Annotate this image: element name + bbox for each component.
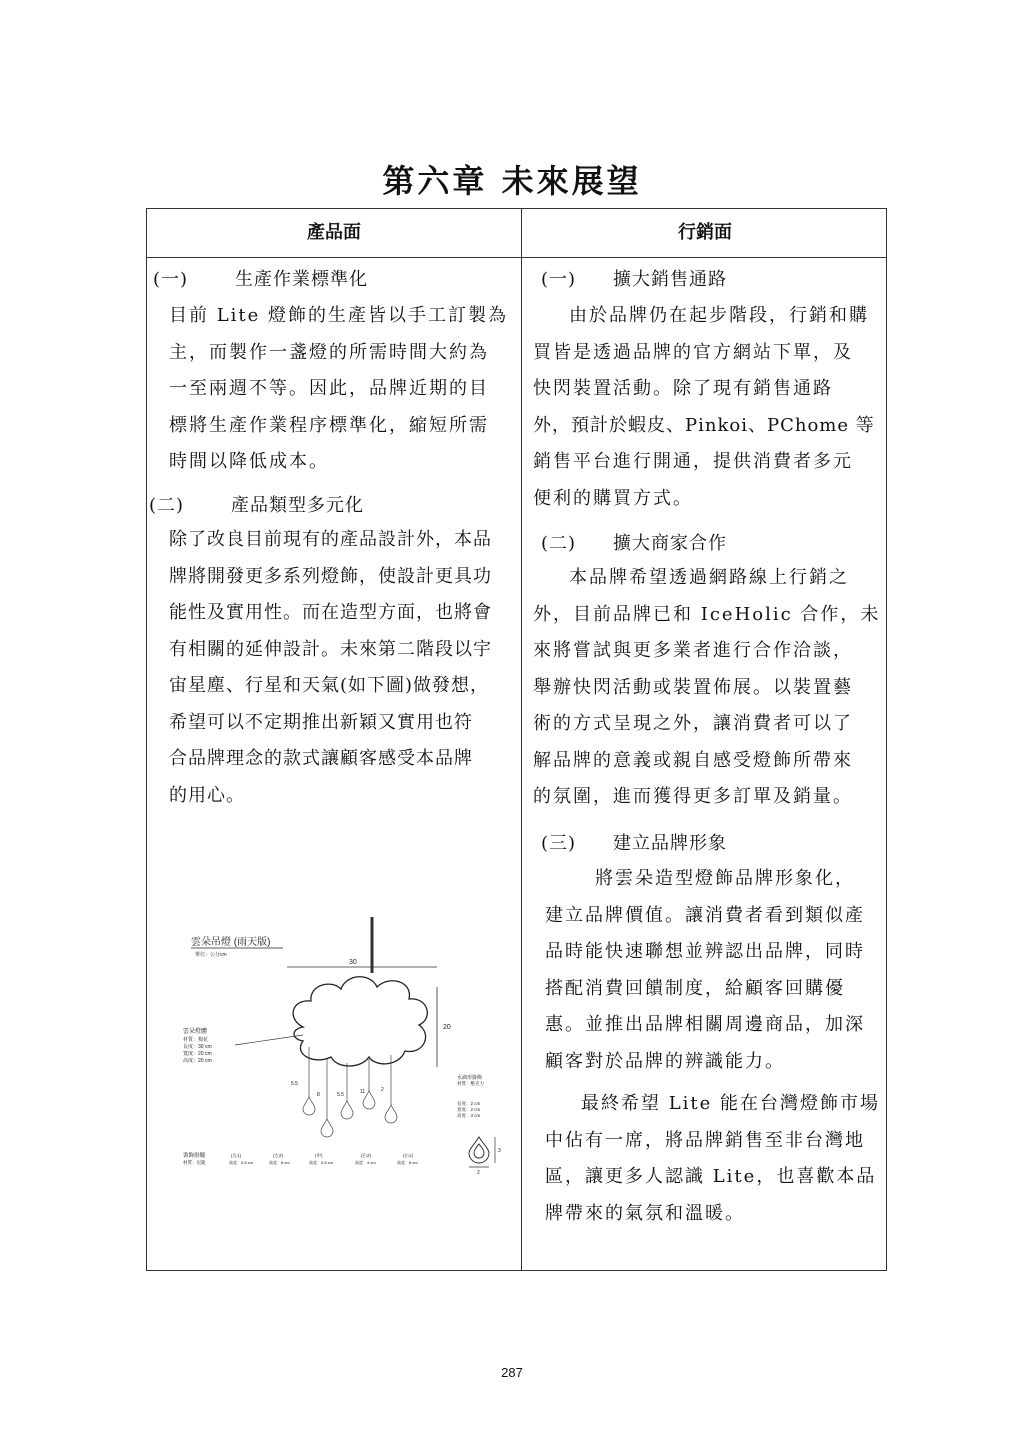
text-line: 目前 Lite 燈飾的生產皆以手工訂製為 [169,305,509,326]
hang-item-length: 高度：8 cm [397,1160,418,1165]
width-dimension: 30 [349,959,357,966]
section-title: 擴大商家合作 [613,533,727,554]
text-line: 來將嘗試與更多業者進行合作洽談， [533,640,853,661]
text-line: 除了改良目前現有的產品設計外，本品 [169,529,492,550]
text-line: 區，讓更多人認識 Lite，也喜歡本品 [545,1166,877,1187]
section-title: 產品類型多元化 [231,495,364,516]
text-line: 外，預計於蝦皮、Pinkoi、PChome 等 [533,414,875,436]
text-line: 主，而製作一盞燈的所需時間大約為 [169,341,489,363]
drop-label-line: 寬度：2 cm [457,1107,481,1112]
text-line: 銷售平台進行開通，提供消費者多元 [533,451,853,472]
hang-item-length: 高度：5.5 cm [229,1160,254,1165]
hang-item-name: (右1) [403,1153,413,1158]
hang-item-name: (左2) [273,1153,283,1158]
text-line: 標將生產作業程序標準化，縮短所需 [169,414,489,436]
marketing-section-1-text [533,298,878,517]
text-line: 本品牌希望透過網路線上行銷之 [569,567,849,588]
section-title: 擴大銷售通路 [613,269,727,290]
section-title: 建立品牌形象 [613,833,727,854]
cloud-lamp-diagram [175,917,510,1187]
text-line: 的用心。 [169,784,245,806]
text-line: 舉辦快閃活動或裝置佈展。以裝置藝 [533,676,853,698]
text-line: 搭配消費回饋制度，給顧客回購優 [545,977,845,999]
section-number: (二) [541,533,577,554]
body-label-line: 高度：20 cm [183,1058,212,1064]
raindrop-ornament [341,1101,353,1119]
text-line: 便利的購買方式。 [533,487,693,509]
text-line: 建立品牌價值。讓消費者看到類似產 [545,904,865,926]
drop-height: 3 [498,1148,501,1154]
body-label-line: 長度：30 cm [183,1044,212,1050]
marketing-section-1-heading [541,265,727,291]
drop-width: 2 [477,1170,480,1176]
text-line: 中佔有一席，將品牌銷售至非台灣地 [545,1129,865,1151]
marketing-section-2-heading [541,529,727,555]
text-line: 顧客對於品牌的辨識能力。 [545,1050,785,1072]
hang-label-title: 裝飾掛繩 [183,1153,206,1159]
product-section-1-heading [153,265,368,291]
section-number: (一) [153,269,189,290]
section-number: (二) [149,495,185,516]
height-dimension: 20 [443,1024,451,1031]
hang-item-length: 高度：4 cm [355,1160,376,1165]
text-line: 合品牌理念的款式讓顧客感受本品牌 [169,748,473,769]
text-line: 宙星塵、行星和天氣(如下圖)做發想， [169,675,490,696]
page-number: 287 [501,1365,523,1380]
hang-item-name: (右2) [361,1153,371,1158]
raindrop-detail [469,1137,489,1163]
text-line: 快閃裝置活動。除了現有銷售通路 [533,378,833,399]
section-title: 生產作業標準化 [235,269,368,290]
marketing-section-3-heading [541,829,727,855]
column-header-marketing: 行銷面 [678,222,732,243]
text-line: 的氛圍，進而獲得更多訂單及銷量。 [533,786,853,807]
hang-item-name: (中) [315,1153,323,1158]
string-length: 11 [360,1089,366,1095]
string-length: 8 [317,1092,320,1098]
text-line: 品時能快速聯想並辨認出品牌，同時 [545,941,865,962]
hang-label-material: 材質：尼龍 [183,1160,206,1165]
raindrop-ornament [303,1097,315,1115]
product-section-2-text [169,522,514,814]
diagram-title: 雲朵吊燈 (雨天版) [191,937,271,948]
body-label-title: 雲朵燈體 [183,1029,208,1035]
string-length: 5.5 [291,1081,298,1087]
text-line: 能性及實用性。而在造型方面，也將會 [169,602,492,623]
text-line: 牌將開發更多系列燈飾，使設計更具功 [169,565,492,587]
product-section-1-text [169,298,509,481]
text-line: 牌帶來的氣氛和溫暖。 [545,1202,745,1224]
hang-item-length: 高度：5.5 cm [309,1160,334,1165]
marketing-section-3-text [545,861,880,1080]
body-label-line: 寬度：20 cm [183,1051,212,1057]
text-line: 術的方式呈現之外，讓消費者可以了 [533,713,853,734]
text-line: 一至兩週不等。因此，品牌近期的目 [169,378,489,399]
column-header-product: 產品面 [307,222,361,243]
raindrop-ornament [385,1105,397,1123]
marketing-section-2-text [533,560,881,816]
text-line: 惠。並推出品牌相關周邊商品，加深 [545,1014,865,1035]
text-line: 由於品牌仍在起步階段，行銷和購 [569,305,869,326]
raindrop-ornament [321,1119,333,1137]
text-line: 買皆是透過品牌的官方網站下單，及 [533,341,853,363]
drop-label-line: 材質：壓克力 [457,1081,484,1086]
marketing-conclusion-text [545,1086,880,1232]
section-number: (三) [541,833,577,854]
section-number: (一) [541,269,577,290]
drop-label-line: 長度：2 cm [457,1101,481,1106]
string-length: 2 [381,1087,384,1093]
text-line: 最終希望 Lite 能在台灣燈飾市場 [581,1093,881,1114]
body-label-line: 材質：棉花 [183,1037,209,1043]
page-title: 第六章 未來展望 [382,162,642,200]
hang-item-length: 高度：8 cm [269,1160,290,1165]
drop-label-title: 水滴形掛飾 [457,1075,483,1081]
text-line: 希望可以不定期推出新穎又實用也符 [169,711,473,733]
text-line: 有相關的延伸設計。未來第二階段以宇 [169,638,492,660]
product-section-2-heading [149,491,364,517]
string-length: 5.5 [337,1092,344,1098]
drop-label-line: 高度：3 cm [457,1113,481,1118]
column-divider [521,209,522,1270]
diagram-unit: 單位：公分cm [195,952,227,958]
content-table [146,208,887,1271]
text-line: 將雲朵造型燈飾品牌形象化， [595,868,855,889]
cloud-body [293,977,427,1066]
text-line: 解品牌的意義或親自感受燈飾所帶來 [533,749,853,771]
text-line: 外，目前品牌已和 IceHolic 合作，未 [533,603,881,625]
text-line: 時間以降低成本。 [169,451,329,472]
header-divider [147,257,886,258]
hang-item-name: (左1) [231,1153,241,1158]
